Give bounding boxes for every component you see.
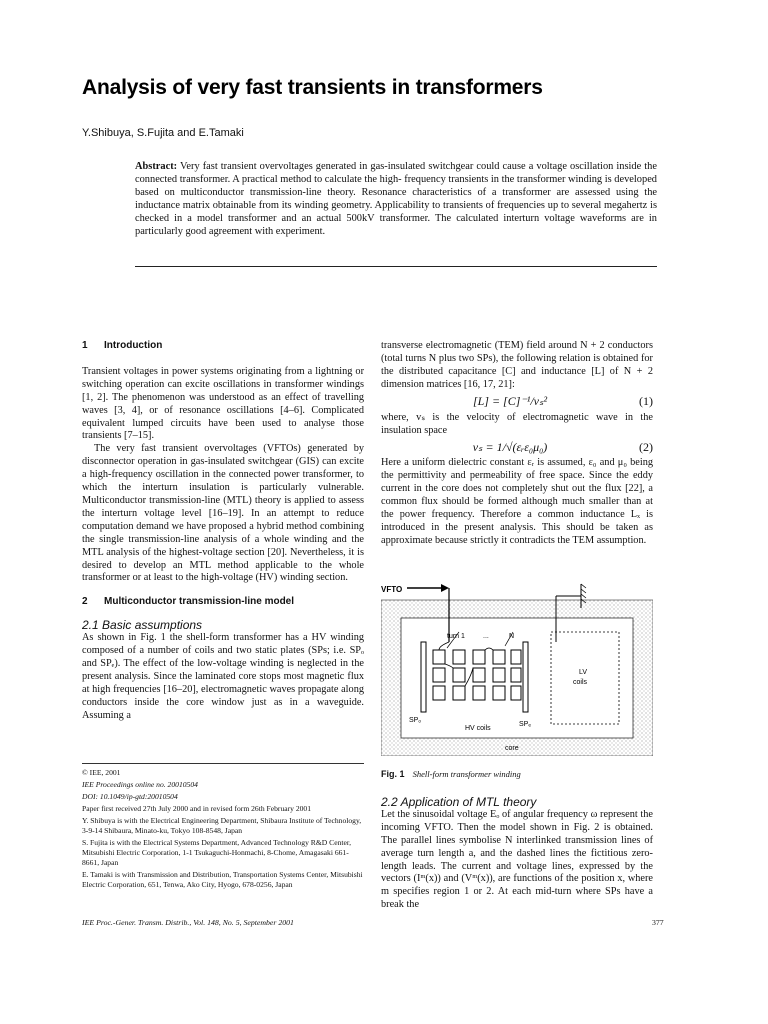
footnote-doi: DOI: 10.1049/ip-gtd:20010504 <box>82 792 178 801</box>
section-title: Multiconductor transmission-line model <box>104 596 295 608</box>
journal-footer: IEE Proc.-Gener. Transm. Distrib., Vol. 148, No. 5, September 2001 <box>82 918 294 927</box>
spo-label: SPₒ <box>409 717 421 724</box>
section-2-heading <box>82 596 364 609</box>
footnote-received: Paper first received 27th July 2000 and in revised form 26th February 2001 <box>82 804 312 813</box>
coils-label: coils <box>573 679 588 686</box>
intro-paragraph-2: The very fast transient overvoltages (VFTOs) generated by disconnector operation in gas-insulated switchgear (GIS) can excite a high-frequency oscillation in the connected power transformer, to which the interturn insulation is particularly vulnerable. Multiconductor transmission-line (MTL) theory is applied to assess the interturn voltage level [16–19]. In an attempt to reduce computation demand we have proposed a hybrid method combining the single transmission-line analysis of a whole winding and the MTL analysis of the highest-voltage section [20]. Nevertheless, it is desired to develop an MTL method applicable to the whole transformer or at least to the high-voltage (HV) winding section. <box>82 443 364 584</box>
velocity-paragraph: where, vₛ is the velocity of electromagnetic wave in the insulation space <box>381 411 653 436</box>
abstract <box>135 160 657 239</box>
mtl-theory-paragraph: Let the sinusoidal voltage Eₒ of angular frequency ω represent the incoming VFTO. Then the model shown in Fig. 2 is obtained. The parallel lines symbolise N interlinked transmission lines of average turn length a, and the dashed lines the fictitious zero-length leads. The current and voltage lines, expressed by the vectors (Iᵐ(x)) and (Vᵐ(x)), are functions of the position x, where m specifies region 1 or 2. At each mid-turn where SPs have a break the <box>381 808 653 911</box>
turn-n-label: N <box>509 633 515 640</box>
footnote-copyright: © IEE, 2001 <box>82 768 121 777</box>
tem-paragraph: transverse electromagnetic (TEM) field around N + 2 conductors (total turns N plus two SPs), the following relation is obtained for the distributed capacitance [C] and inductance [L] of N + 2 dimension matrices [16, 17, 21]: <box>381 340 653 390</box>
equation-2-expression: vₛ = 1/√(εᵣε₀μ₀) <box>472 439 548 454</box>
footnote-rule <box>82 763 364 764</box>
authors: Y.Shibuya, S.Fujita and E.Tamaki <box>82 127 244 139</box>
section-number: 1 <box>82 340 88 351</box>
section-number: 2 <box>82 596 88 608</box>
figure-1-diagram <box>381 580 653 756</box>
abstract-text: Very fast transient overvoltages generated in gas-insulated switchgear could cause a voltage oscillation inside the connected transformer. A practical method to calculate the high- frequency transients in the transformer winding is developed based on multiconductor transmission-line theory. Resonance characteristics of a transformer are assessed using the inductance matrix obtainable from its winding geometry. Applicability to transients of frequencies up to several megahertz is checked in a model transformer and an actual 500kV transformer. The calculated interturn voltage waveforms are in particularly good agreement with experiment. <box>135 161 657 238</box>
footnote-author-2: S. Fujita is with the Electrical Systems Department, Advanced Technology R&D Center, Mitsubishi Electric Corporation, 1-1 Tsukaguchi-Honmachi, 8-Chome, Amagasaki 661-8661, Japan <box>82 838 351 867</box>
vfto-label: VFTO <box>381 585 403 594</box>
equation-1-expression: [L] = [C]⁻¹/vₛ² <box>472 394 548 409</box>
equation-1 <box>381 392 653 412</box>
arrow-head-icon <box>441 584 449 592</box>
footnote-author-1: Y. Shibuya is with the Electrical Engineering Department, Shibaura Institute of Technology, 3-9-14 Shibaura, Minato-ku, Tokyo 108-8548, Japan <box>82 816 362 835</box>
intro-paragraph-1: Transient voltages in power systems originating from a lightning or switching operation can excite oscillations in transformer windings [1, 2]. The phenomenon was understood as an effect of travelling waves [3, 4], or of resonance oscillations [4–6]. Complicated equivalent lumped circuits have been used to analyse those transients [7–15]. <box>82 365 364 442</box>
footnote-author-3: E. Tamaki is with Transmission and Distribution, Transportation Systems Center, Mitsubishi Electric Corporation, 651, Tenwa, Ako City, Hyogo, 678-0256, Japan <box>82 870 363 889</box>
right-column-top <box>381 340 653 548</box>
paper-title: Analysis of very fast transients in transformers <box>82 76 543 99</box>
ellipsis-label: ... <box>483 633 489 640</box>
subsection-2-2-heading: 2.2 Application of MTL theory <box>381 795 537 809</box>
abstract-label: Abstract: <box>135 161 178 172</box>
section-title: Introduction <box>104 340 163 351</box>
page-number: 377 <box>652 918 664 927</box>
figure-1-caption <box>381 769 521 779</box>
turn-1-label: turn 1 <box>447 633 465 640</box>
lv-label: LV <box>579 669 588 676</box>
dielectric-paragraph: Here a uniform dielectric constant εᵣ is assumed, ε₀ and μ₀ being the permittivity and permeability of free space. Since the eddy current in the core does not completely shut out the flux [22], a common flux should be formed although much smaller than at the power frequency. Therefore a common inductance Lₓ is introduced in the present analysis. This should be taken as approximate because strictly it contradicts the TEM assumption. <box>381 457 653 546</box>
figure-caption-text: Shell-form transformer winding <box>412 769 521 779</box>
spe-label: SPₑ <box>519 721 531 728</box>
core-label: core <box>505 745 519 752</box>
equation-1-number: (1) <box>639 394 653 409</box>
footnote-online: IEE Proceedings online no. 20010504 <box>82 780 198 789</box>
subsection-2-1-heading: 2.1 Basic assumptions <box>82 618 203 633</box>
section-1-heading <box>82 340 364 353</box>
equation-2 <box>381 437 653 457</box>
abstract-rule <box>135 266 657 267</box>
left-column <box>82 340 364 722</box>
basic-assumptions-paragraph: As shown in Fig. 1 the shell-form transformer has a HV winding composed of a number of coils and two static plates (SPs; i.e. SPₒ and SPₑ). The effect of the low-voltage winding is neglected in the present analysis. Since the laminated core stops most magnetic flux at high frequencies [16–20], electromagnetic waves propagate along conductors inside the core window just as in a waveguide. Assuming a <box>82 632 364 721</box>
footnotes <box>82 768 364 892</box>
equation-2-number: (2) <box>639 439 653 454</box>
right-column-bottom <box>381 796 653 912</box>
figure-number: Fig. 1 <box>381 769 405 779</box>
hv-coils-label: HV coils <box>465 725 491 732</box>
